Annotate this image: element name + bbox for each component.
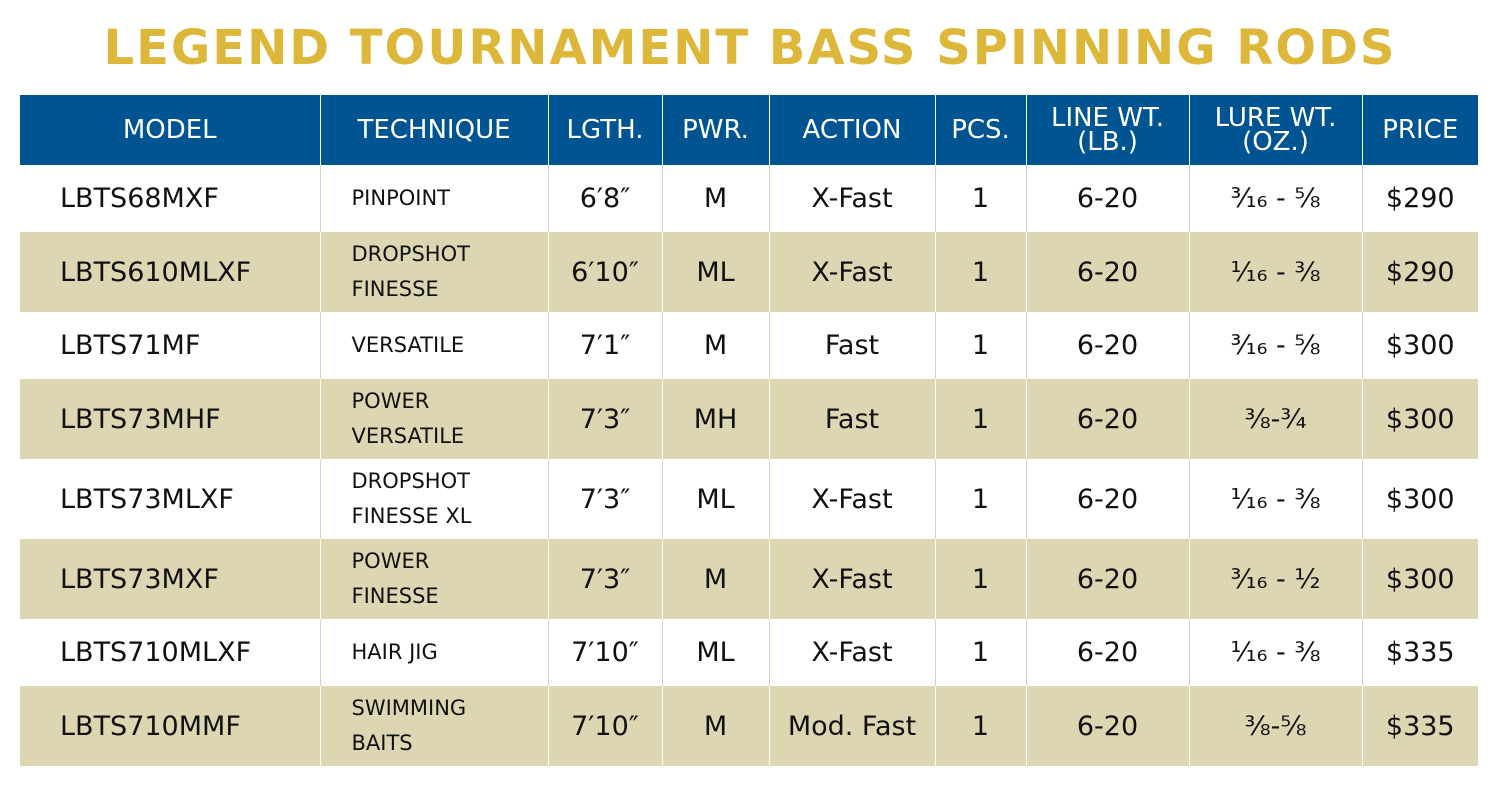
technique-line: POWER [351,389,430,413]
technique-line: FINESSE XL [351,504,472,528]
model-cell: LBTS710MMF [20,686,320,766]
technique-cell [320,459,548,539]
technique-line: BAITS [351,731,413,755]
technique-cell [320,312,548,379]
line-weight-cell: 6-20 [1026,232,1189,312]
table-row [20,312,1478,379]
pieces-cell: 1 [935,619,1026,686]
technique-cell [320,165,548,232]
price-cell: $300 [1362,539,1478,619]
model-cell: LBTS610MLXF [20,232,320,312]
length-cell: 7′10″ [548,686,662,766]
table-row [20,165,1478,232]
pieces-cell: 1 [935,232,1026,312]
technique-cell [320,619,548,686]
line-weight-cell: 6-20 [1026,379,1189,459]
technique-cell [320,379,548,459]
line-weight-cell: 6-20 [1026,165,1189,232]
pieces-cell: 1 [935,165,1026,232]
lure-weight-cell: ⅜-⅝ [1189,686,1362,766]
action-cell: X-Fast [769,539,935,619]
table-row [20,379,1478,459]
technique-line: FINESSE [351,277,439,301]
price-cell: $300 [1362,379,1478,459]
technique-cell [320,539,548,619]
price-cell: $290 [1362,232,1478,312]
technique-line: DROPSHOT [351,469,470,493]
header-lure-weight-line1: LURE WT. [1214,103,1337,133]
spinning-rods-table [20,95,1478,766]
line-weight-cell: 6-20 [1026,312,1189,379]
technique-line: VERSATILE [351,333,465,357]
length-cell: 7′1″ [548,312,662,379]
length-cell: 7′10″ [548,619,662,686]
model-cell: LBTS73MHF [20,379,320,459]
header-row [20,95,1478,165]
pieces-cell: 1 [935,459,1026,539]
technique-line: SWIMMING [351,696,467,720]
price-cell: $300 [1362,459,1478,539]
lure-weight-cell: ³⁄₁₆ - ½ [1189,539,1362,619]
action-cell: X-Fast [769,165,935,232]
page-title: LEGEND TOURNAMENT BASS SPINNING RODS [103,20,1397,76]
table-row [20,459,1478,539]
technique-line: HAIR JIG [351,640,438,664]
pieces-cell: 1 [935,539,1026,619]
technique-line: PINPOINT [351,186,450,210]
action-cell: Fast [769,312,935,379]
action-cell: X-Fast [769,619,935,686]
model-cell: LBTS73MXF [20,539,320,619]
header-action: ACTION [769,95,935,165]
power-cell: ML [662,619,769,686]
header-length: LGTH. [548,95,662,165]
header-price: PRICE [1362,95,1478,165]
power-cell: ML [662,459,769,539]
price-cell: $335 [1362,619,1478,686]
action-cell: Mod. Fast [769,686,935,766]
table-row [20,686,1478,766]
power-cell: ML [662,232,769,312]
lure-weight-cell: ¹⁄₁₆ - ⅜ [1189,619,1362,686]
technique-line: VERSATILE [351,424,465,448]
technique-line: FINESSE [351,584,439,608]
header-line-weight-line2: (LB.) [1077,127,1138,157]
model-cell: LBTS710MLXF [20,619,320,686]
price-cell: $300 [1362,312,1478,379]
header-line-weight [1026,95,1189,165]
lure-weight-cell: ³⁄₁₆ - ⅝ [1189,165,1362,232]
technique-cell [320,232,548,312]
length-cell: 6′10″ [548,232,662,312]
lure-weight-cell: ¹⁄₁₆ - ⅜ [1189,232,1362,312]
header-lure-weight [1189,95,1362,165]
length-cell: 7′3″ [548,379,662,459]
line-weight-cell: 6-20 [1026,686,1189,766]
power-cell: M [662,539,769,619]
power-cell: M [662,686,769,766]
model-cell: LBTS73MLXF [20,459,320,539]
action-cell: X-Fast [769,459,935,539]
lure-weight-cell: ⅜-¾ [1189,379,1362,459]
power-cell: M [662,312,769,379]
action-cell: Fast [769,379,935,459]
header-technique: TECHNIQUE [320,95,548,165]
table-row [20,539,1478,619]
header-power: PWR. [662,95,769,165]
header-pieces: PCS. [935,95,1026,165]
line-weight-cell: 6-20 [1026,539,1189,619]
technique-line: DROPSHOT [351,242,470,266]
price-cell: $335 [1362,686,1478,766]
action-cell: X-Fast [769,232,935,312]
model-cell: LBTS71MF [20,312,320,379]
model-cell: LBTS68MXF [20,165,320,232]
header-lure-weight-line2: (OZ.) [1242,127,1309,157]
technique-cell [320,686,548,766]
table-row [20,619,1478,686]
header-line-weight-line1: LINE WT. [1050,103,1165,133]
pieces-cell: 1 [935,379,1026,459]
pieces-cell: 1 [935,312,1026,379]
table-row [20,232,1478,312]
line-weight-cell: 6-20 [1026,459,1189,539]
price-cell: $290 [1362,165,1478,232]
length-cell: 6′8″ [548,165,662,232]
technique-line: POWER [351,549,430,573]
line-weight-cell: 6-20 [1026,619,1189,686]
length-cell: 7′3″ [548,459,662,539]
lure-weight-cell: ¹⁄₁₆ - ⅜ [1189,459,1362,539]
pieces-cell: 1 [935,686,1026,766]
power-cell: M [662,165,769,232]
length-cell: 7′3″ [548,539,662,619]
header-model: MODEL [20,95,320,165]
power-cell: MH [662,379,769,459]
lure-weight-cell: ³⁄₁₆ - ⅝ [1189,312,1362,379]
